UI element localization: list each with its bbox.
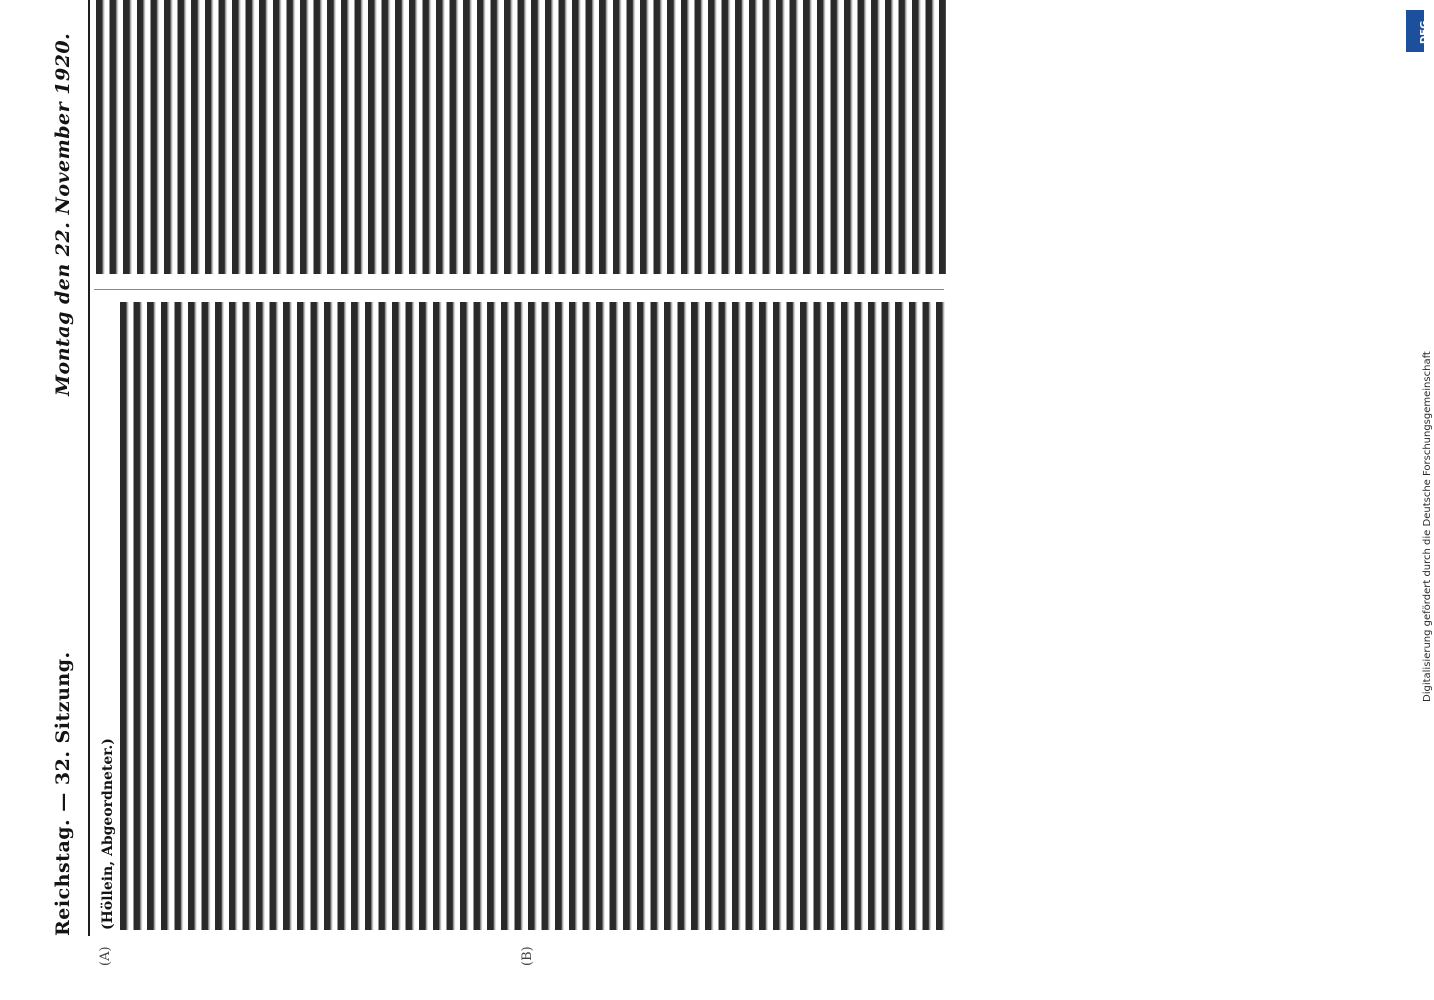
left-column-text-block bbox=[120, 302, 946, 930]
column-divider bbox=[94, 289, 944, 290]
margin-mark-b: (B) bbox=[520, 946, 535, 966]
speaker-note: (Höllein, Abgeordneter.) bbox=[100, 738, 116, 930]
running-header bbox=[50, 0, 76, 936]
header-date: Montag den 22. November 1920. bbox=[52, 32, 74, 396]
right-column-text-block bbox=[96, 0, 946, 274]
margin-mark-a: (A) bbox=[98, 946, 113, 966]
header-rule bbox=[88, 0, 90, 936]
credit-text: Digitalisierung gefördert durch die Deutsche Forschungsgemeinschaft bbox=[1422, 351, 1433, 702]
left-column bbox=[96, 302, 946, 930]
digitization-credit bbox=[1402, 2, 1433, 998]
document-page bbox=[50, 32, 1408, 970]
dfg-logo bbox=[1406, 10, 1430, 52]
header-session-title: Reichstag. — 32. Sitzung. bbox=[52, 651, 74, 936]
right-column bbox=[96, 0, 946, 274]
dfg-logo-text: DFG bbox=[1419, 20, 1430, 44]
